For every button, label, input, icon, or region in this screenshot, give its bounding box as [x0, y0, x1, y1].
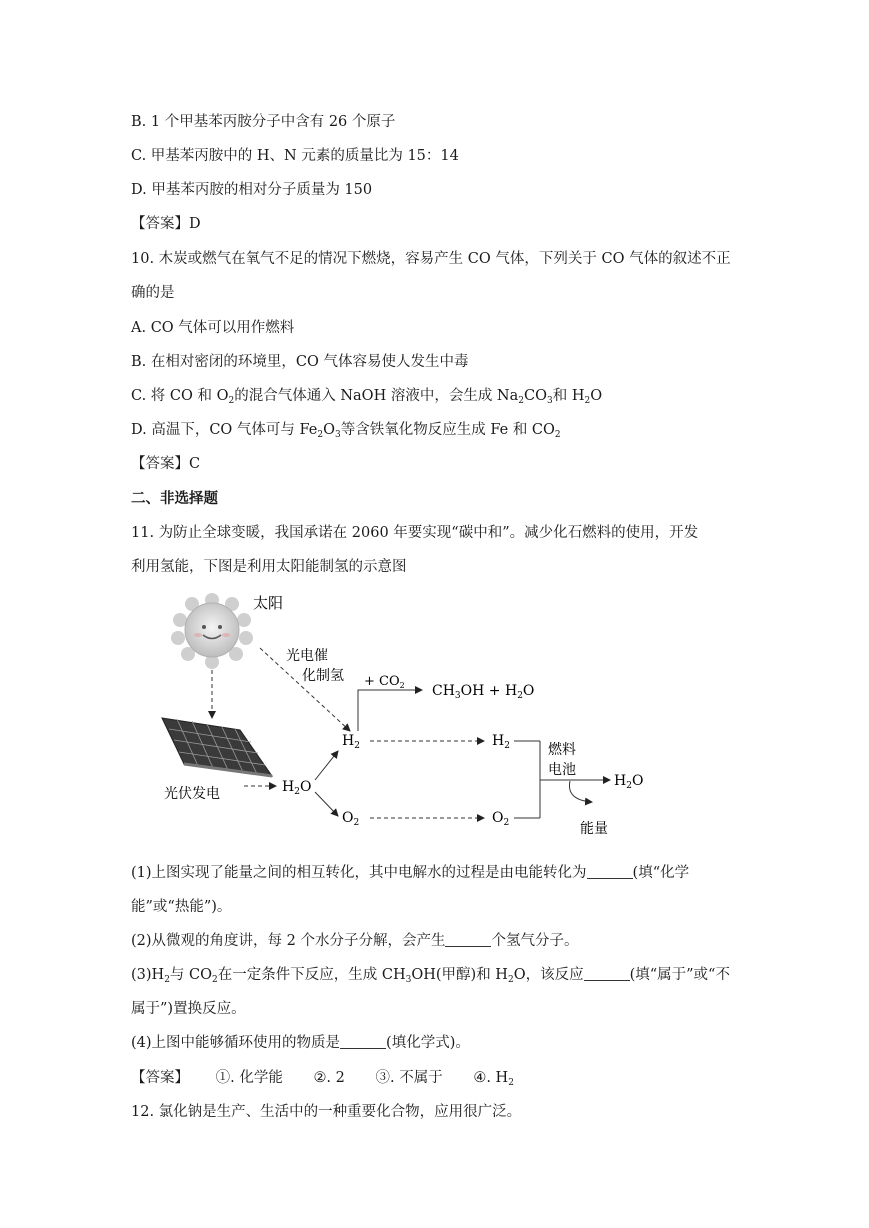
- option-9d: D. 甲基苯丙胺的相对分子质量为 150: [131, 182, 373, 198]
- option-10d: D. 高温下，CO 气体可与 $Fe_2O_3$等含铁氧化物反应生成 Fe 和 $CO_2$: [131, 422, 561, 440]
- option-10b: B. 在相对密闭的环境里，CO 气体容易使人发生中毒: [131, 354, 469, 370]
- subquestion-2: (2)从微观的角度讲，每 2 个水分子分解，会产生 个氢气分子。: [131, 933, 579, 949]
- answer-10: 【答案】C: [131, 456, 201, 472]
- subquestion-1-line1: (1)上图实现了能量之间的相互转化，其中电解水的过程是由电能转化为 (填“化学: [131, 865, 690, 881]
- o2-right-label: $O_2$: [492, 810, 510, 828]
- option-9b: B. 1 个甲基苯丙胺分子中含有 26 个原子: [131, 114, 396, 130]
- catalysis-label-1: 光电催: [286, 648, 328, 664]
- question-10-line1: 10. 木炭或燃气在氧气不足的情况下燃烧，容易产生 CO 气体，下列关于 CO 气体的叙述不正: [131, 251, 731, 267]
- sun-label: 太阳: [253, 594, 284, 612]
- answer-11: 【答案】 ①. 化学能 ②. 2 ③. 不属于 ④. $H_2$: [131, 1070, 514, 1088]
- fuel-cell-label-2: 电池: [548, 762, 576, 778]
- section-heading: 二、非选择题: [131, 490, 218, 507]
- methanol-product-label: $CH_3OH + H_2O$: [432, 683, 535, 701]
- energy-label: 能量: [580, 821, 608, 837]
- blank-1[interactable]: [587, 864, 633, 879]
- catalysis-label-2: 化制氢: [302, 668, 344, 684]
- option-9c: C. 甲基苯丙胺中的 H、N 元素的质量比为 15：14: [131, 148, 459, 164]
- solar-panel-icon: [162, 718, 272, 776]
- blank-2[interactable]: [445, 932, 491, 947]
- question-11-line2: 利用氢能，下图是利用太阳能制氢的示意图: [131, 559, 407, 575]
- subquestion-1-line2: 能”或“热能”)。: [131, 899, 232, 915]
- subquestion-4: (4)上图中能够循环使用的物质是 (填化学式)。: [131, 1035, 470, 1051]
- question-10-line2: 确的是: [131, 285, 175, 301]
- blank-4[interactable]: [340, 1034, 386, 1049]
- h2o-right-label: $H_2O$: [614, 773, 644, 791]
- subquestion-3-line2: 属于”)置换反应。: [131, 1001, 246, 1017]
- question-11-line1: 11. 为防止全球变暖，我国承诺在 2060 年要实现“碳中和”。减少化石燃料的使用，开发: [131, 525, 699, 541]
- solar-hydrogen-diagram: [140, 588, 660, 848]
- subquestion-3-line1: $(3)H_2$与 $CO_2$在一定条件下反应，生成 $CH_3OH$(甲醇)和 $H_2O$，该反应 (填“属于”或“不: [131, 967, 730, 985]
- option-10a: A. CO 气体可以用作燃料: [131, 320, 295, 336]
- pv-label: 光伏发电: [164, 786, 220, 802]
- blank-3[interactable]: [584, 966, 630, 981]
- h2-right-label: $H_2$: [492, 733, 510, 751]
- option-10c: C. 将 CO 和 $O_2$的混合气体通入 NaOH 溶液中，会生成 $Na_2CO_3$和 $H_2O$: [131, 388, 603, 406]
- fuel-cell-label-1: 燃料: [548, 742, 576, 758]
- plus-co2-label: + $CO_2$: [364, 674, 405, 690]
- h2o-left-label: $H_2O$: [282, 779, 312, 797]
- answer-9: 【答案】D: [131, 216, 201, 232]
- o2-middle-label: $O_2$: [342, 810, 360, 828]
- question-12: 12. 氯化钠是生产、生活中的一种重要化合物，应用很广泛。: [131, 1104, 522, 1120]
- sun-icon: [171, 593, 253, 669]
- h2-middle-label: $H_2$: [342, 733, 360, 751]
